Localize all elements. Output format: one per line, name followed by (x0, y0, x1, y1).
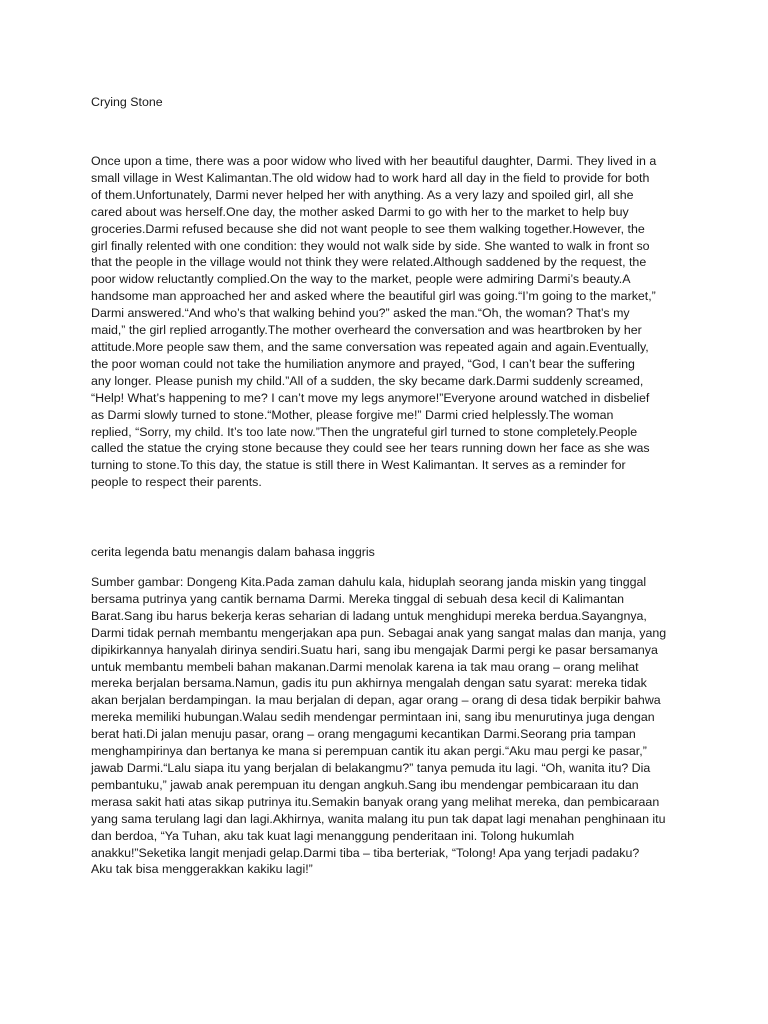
story-english-line: “Help! What’s happening to me? I can’t move my legs anymore!”Everyone around watched in disbelief (91, 390, 650, 405)
story-indonesian-line: merasa sakit hati atas sikap putrinya itu.Semakin banyak orang yang melihat mereka, dan pembicaraan (91, 794, 660, 809)
story-english-line: poor widow reluctantly complied.On the way to the market, people were admiring Darmi’s beauty.A (91, 272, 631, 287)
story-indonesian-line: Sumber gambar: Dongeng Kita.Pada zaman dahulu kala, hiduplah seorang janda miskin yang tinggal (91, 575, 647, 589)
story-english-line: turning to stone.To this day, the statue is still there in West Kalimantan. It serves as a reminder for (91, 458, 626, 473)
story-indonesian-line: jawab Darmi.“Lalu siapa itu yang berjalan di belakangmu?” tanya pemuda itu lagi. “Oh, wanita itu? Dia (91, 760, 651, 775)
story-indonesian-line: dipikirkannya hanyalah dirinya sendiri.Suatu hari, sang ibu mengajak Darmi pergi ke pasar bersamanya (91, 642, 658, 657)
story-indonesian-line: yang sama terulang lagi dan lagi.Akhirnya, wanita malang itu pun tak dapat lagi menahan penghinaan itu (91, 811, 666, 826)
story-indonesian-line: Barat.Sang ibu harus bekerja keras seharian di ladang untuk menghidupi mereka berdua.Sayangnya, (91, 608, 647, 623)
story-indonesian-line: mereka berjalan bersama.Namun, gadis itu pun akhirnya mengalah dengan satu syarat: mereka tidak (91, 676, 647, 691)
story-indonesian-line: menghampirinya dan bertanya ke mana si perempuan cantik itu akan pergi.“Aku mau pergi ke pasar,” (91, 744, 647, 759)
story-indonesian-line: untuk membantu membeli bahan makanan.Darmi menolak karena ia tak mau orang – orang melihat (91, 659, 639, 674)
story-indonesian-line: anakku!”Seketika langit menjadi gelap.Darmi tiba – tiba berteriak, “Tolong! Apa yang terjadi padaku? (91, 845, 640, 860)
story-indonesian-line: bersama putrinya yang cantik bernama Darmi. Mereka tinggal di sebuah desa kecil di Kalimantan (91, 591, 625, 606)
story-english-line: Darmi answered.“And who’s that walking behind you?” asked the man.“Oh, the woman? That’s my (91, 306, 630, 321)
story-english-line: girl finally relented with one condition: they would not walk side by side. She wanted to walk in front so (91, 238, 650, 253)
story-indonesian-line: pembantuku,” jawab anak perempuan itu dengan angkuh.Sang ibu mendengar pembicaraan itu dan (91, 777, 639, 792)
document-subtitle: cerita legenda batu menangis dalam bahasa inggris (91, 545, 375, 559)
story-english-line: Once upon a time, there was a poor widow who lived with her beautiful daughter, Darmi. They lived in a (91, 154, 657, 168)
story-indonesian-line: mereka memiliki hubungan.Walau sedih mendengar permintaan ini, sang ibu menurutinya juga dengan (91, 710, 655, 725)
story-english-line: as Darmi slowly turned to stone.“Mother, please forgive me!” Darmi cried helplessly.The woman (91, 407, 614, 422)
story-english-line: attitude.More people saw them, and the same conversation was repeated again and again.Eventually, (91, 339, 649, 354)
story-indonesian-line: akan berjalan berdampingan. Ia mau berjalan di depan, agar orang – orang di desa tidak berpikir bahwa (91, 693, 661, 708)
story-indonesian-line: dan berdoa, “Ya Tuhan, aku tak kuat lagi menanggung penderitaan ini. Tolong hukumlah (91, 828, 575, 843)
story-english-line: maid,” the girl replied arrogantly.The mother overheard the conversation and was heartbroken by her (91, 323, 642, 338)
story-indonesian-line: Darmi tidak pernah membantu mengerjakan apa pun. Sebagai anak yang sangat malas dan manja, yang (91, 625, 667, 640)
story-english-paragraph (91, 153, 691, 491)
story-indonesian-line: berat hati.Di jalan menuju pasar, orang – orang mengagumi kecantikan Darmi.Seorang pria tampan (91, 727, 636, 742)
story-english-line: of them.Unfortunately, Darmi never helped her with anything. As a very lazy and spoiled girl, all she (91, 187, 634, 202)
story-english-line: replied, “Sorry, my child. It’s too late now.”Then the ungrateful girl turned to stone completely.People (91, 424, 638, 439)
story-indonesian-line: Aku tak bisa menggerakkan kakiku lagi!” (91, 862, 313, 877)
story-english-line: people to respect their parents. (91, 475, 262, 490)
story-english-line: small village in West Kalimantan.The old widow had to work hard all day in the field to provide for both (91, 170, 650, 185)
story-english-line: called the statue the crying stone because they could see her tears running down her face as she was (91, 441, 650, 456)
story-english-line: handsome man approached her and asked where the beautiful girl was going.“I’m going to the market,” (91, 289, 656, 304)
story-indonesian-paragraph (91, 574, 691, 878)
story-english-line: cared about was herself.One day, the mother asked Darmi to go with her to the market to help buy (91, 204, 629, 219)
document-title: Crying Stone (91, 95, 163, 109)
story-english-line: the poor woman could not take the humiliation anymore and prayed, “God, I can’t bear the suffering (91, 356, 635, 371)
story-english-line: groceries.Darmi refused because she did not want people to see them walking together.However, the (91, 221, 645, 236)
story-english-line: that the people in the village would not think they were related.Although saddened by the request, the (91, 255, 647, 270)
story-english-line: any longer. Please punish my child.”All of a sudden, the sky became dark.Darmi suddenly screamed, (91, 373, 644, 388)
